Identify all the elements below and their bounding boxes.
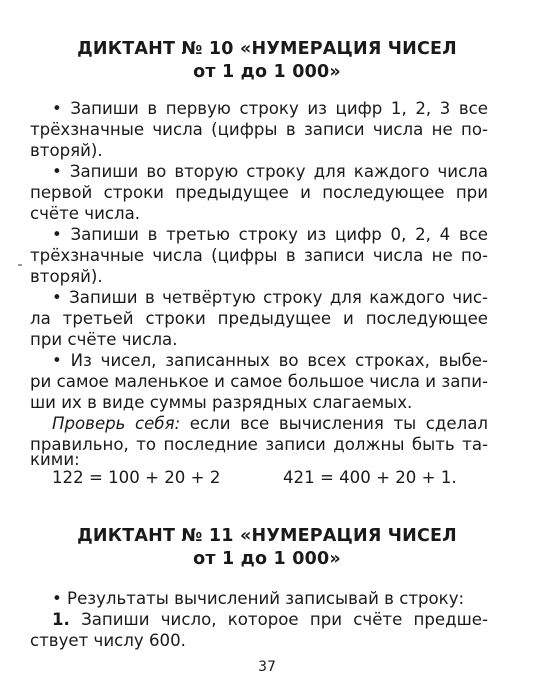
task-1-number: 1. xyxy=(52,610,70,629)
dictation-10-title-line-1: ДИКТАНТ № 10 «НУМЕРАЦИЯ ЧИСЕЛ xyxy=(77,39,457,59)
instruction-5-line-3: ши их в виде суммы разрядных слагаемых. xyxy=(30,393,413,412)
self-check-label: Проверь себя: xyxy=(52,414,181,433)
instruction-5-line-2: ри самое маленькое и самое большое числа и запи- xyxy=(30,372,488,391)
instruction-1-line-1: • Запиши в первую строку из цифр 1, 2, 3 все xyxy=(52,99,488,118)
answer-formula-1: 122 = 100 + 20 + 2 xyxy=(52,468,221,487)
self-check-text-1: если все вычисления ты сделал xyxy=(180,414,488,433)
instruction-3-line-3: вторяй). xyxy=(30,267,103,286)
self-check-line-1 xyxy=(52,413,488,434)
scan-mark xyxy=(18,264,22,266)
dictation-10-title xyxy=(0,38,534,84)
instruction-4-line-3: при счёте числа. xyxy=(30,330,178,349)
page-number: 37 xyxy=(258,659,276,675)
dictation-11-title-line-2: от 1 до 1 000» xyxy=(193,549,341,569)
dictation-11-instruction: • Результаты вычислений записывай в строку: xyxy=(52,589,465,608)
task-1-line-1 xyxy=(52,609,488,630)
instruction-1-line-3: вторяй). xyxy=(30,141,103,160)
instruction-1-line-2: трёхзначные числа (цифры в записи числа не по- xyxy=(30,120,488,139)
instruction-2-line-3: счёте числа. xyxy=(30,204,141,223)
self-check-line-3: кими: xyxy=(30,450,80,469)
instruction-4-line-1: • Запиши в четвёртую строку для каждого чис- xyxy=(52,288,488,307)
instruction-2-line-2: первой строки предыдущее и последующее при xyxy=(30,183,488,202)
instruction-3-line-2: трёхзначные числа (цифры в записи числа не по- xyxy=(30,246,488,265)
instruction-3-line-1: • Запиши в третью строку из цифр 0, 2, 4 все xyxy=(52,225,488,244)
dictation-10-title-line-2: от 1 до 1 000» xyxy=(193,62,341,82)
instruction-4-line-2: ла третьей строки предыдущее и последующее xyxy=(30,309,488,328)
answer-formula-2: 421 = 400 + 20 + 1. xyxy=(283,468,457,487)
self-check-line-2: правильно, то последние записи должны быть та- xyxy=(30,435,488,454)
instruction-2-line-1: • Запиши во вторую строку для каждого числа xyxy=(52,162,488,181)
instruction-5-line-1: • Из чисел, записанных во всех строках, выбе- xyxy=(52,351,488,370)
task-1-text-1: Запиши число, которое при счёте предше- xyxy=(69,610,488,629)
dictation-11-title-line-1: ДИКТАНТ № 11 «НУМЕРАЦИЯ ЧИСЕЛ xyxy=(77,526,457,546)
task-1-line-2: ствует числу 600. xyxy=(30,631,186,650)
dictation-11-title xyxy=(0,525,534,571)
